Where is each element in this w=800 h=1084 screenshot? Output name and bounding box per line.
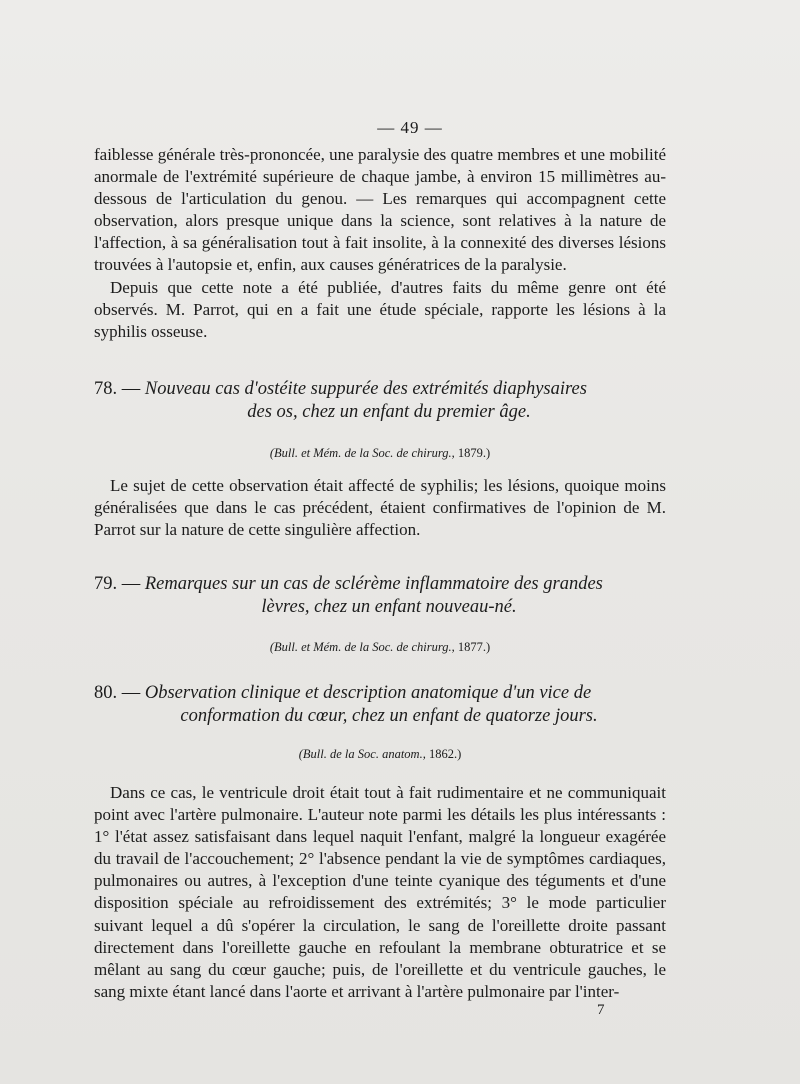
intro-paragraph: Depuis que cette note a été publiée, d'autres faits du même genre ont été observés. M. Parrot, qui en a fait une étude spéciale, rapporte les lésions à la syphilis osseuse.	[94, 277, 666, 341]
entry-reference	[94, 747, 666, 762]
entry-title-line: Remarques sur un cas de sclérème inflammatoire des grandes	[144, 574, 603, 594]
entry-title-line: Nouveau cas d'ostéite suppurée des extrémités diaphysaires	[144, 379, 587, 399]
entry-body	[94, 475, 666, 541]
reference-year: 1862.)	[428, 747, 462, 761]
entry-paragraph: Dans ce cas, le ventricule droit était tout à fait rudimentaire et ne communiquait point avec l'artère pulmonaire. L'auteur note parmi les détails les plus intéressants : 1° l'état assez satisfaisant dans lequel naquit l'enfant, malgré la longueur exagérée du travail de l'accouchement; 2° l'absence pendant la vie de symptômes cardiaques, pulmonaires ou autres, à l'exception d'une teinte cyanique des téguments et d'une disposition spéciale au refroidissement des extrémités; 3° le mode particulier suivant lequel a dû s'opérer la circulation, le sang de l'oreillette droite passant directement dans l'oreillette gauche en refoulant la membrane obturatrice et se mêlant au sang du cœur gauche; puis, de l'oreillette et du ventricule gauches, le sang mixte étant lancé dans l'aorte et arrivant à l'artère pulmonaire par l'inter-	[94, 783, 666, 1001]
reference-year: 1877.)	[457, 640, 491, 654]
entry-title	[94, 682, 666, 728]
intro-text	[94, 144, 666, 343]
entry-title	[94, 378, 666, 424]
entry-title-line: des os, chez un enfant du premier âge.	[247, 402, 531, 422]
entry-title-line: Observation clinique et description anatomique d'un vice de	[144, 683, 592, 703]
entry-body	[94, 782, 666, 1003]
entry-dash: —	[121, 379, 141, 399]
page-number: — 49 —	[377, 118, 443, 137]
entry-title	[94, 573, 666, 619]
entry-number: 79.	[94, 574, 118, 594]
entry-dash: —	[121, 574, 141, 594]
entry-dash: —	[121, 683, 141, 703]
entry-paragraph: Le sujet de cette observation était affecté de syphilis; les lésions, quoique moins généralisées que dans le cas précédent, étaient confirmatives de l'opinion de M. Parrot sur la nature de cette singulière affection.	[94, 476, 666, 540]
signature-mark: 7	[597, 1002, 605, 1018]
reference-source: (Bull. et Mém. de la Soc. de chirurg.,	[269, 640, 455, 654]
entry-title-line: lèvres, chez un enfant nouveau-né.	[261, 597, 517, 617]
reference-source: (Bull. et Mém. de la Soc. de chirurg.,	[269, 446, 455, 460]
intro-paragraph: faiblesse générale très-prononcée, une paralysie des quatre membres et une mobilité anormale de l'extrémité supérieure de chaque jambe, à environ 15 millimètres au-dessous de l'articulation du genou. — Les remarques qui accompagnent cette observation, alors presque unique dans la science, sont relatives à la nature de l'affection, à sa généralisation tout à fait insolite, à la connexité des diverses lésions trouvées à l'autopsie et, enfin, aux causes génératrices de la paralysie.	[94, 145, 666, 275]
entry-reference	[94, 640, 666, 655]
reference-source: (Bull. de la Soc. anatom.,	[298, 747, 426, 761]
entry-number: 78.	[94, 379, 118, 399]
reference-year: 1879.)	[457, 446, 491, 460]
entry-title-line: conformation du cœur, chez un enfant de quatorze jours.	[180, 706, 598, 726]
entry-number: 80.	[94, 683, 118, 703]
entry-reference	[94, 446, 666, 461]
